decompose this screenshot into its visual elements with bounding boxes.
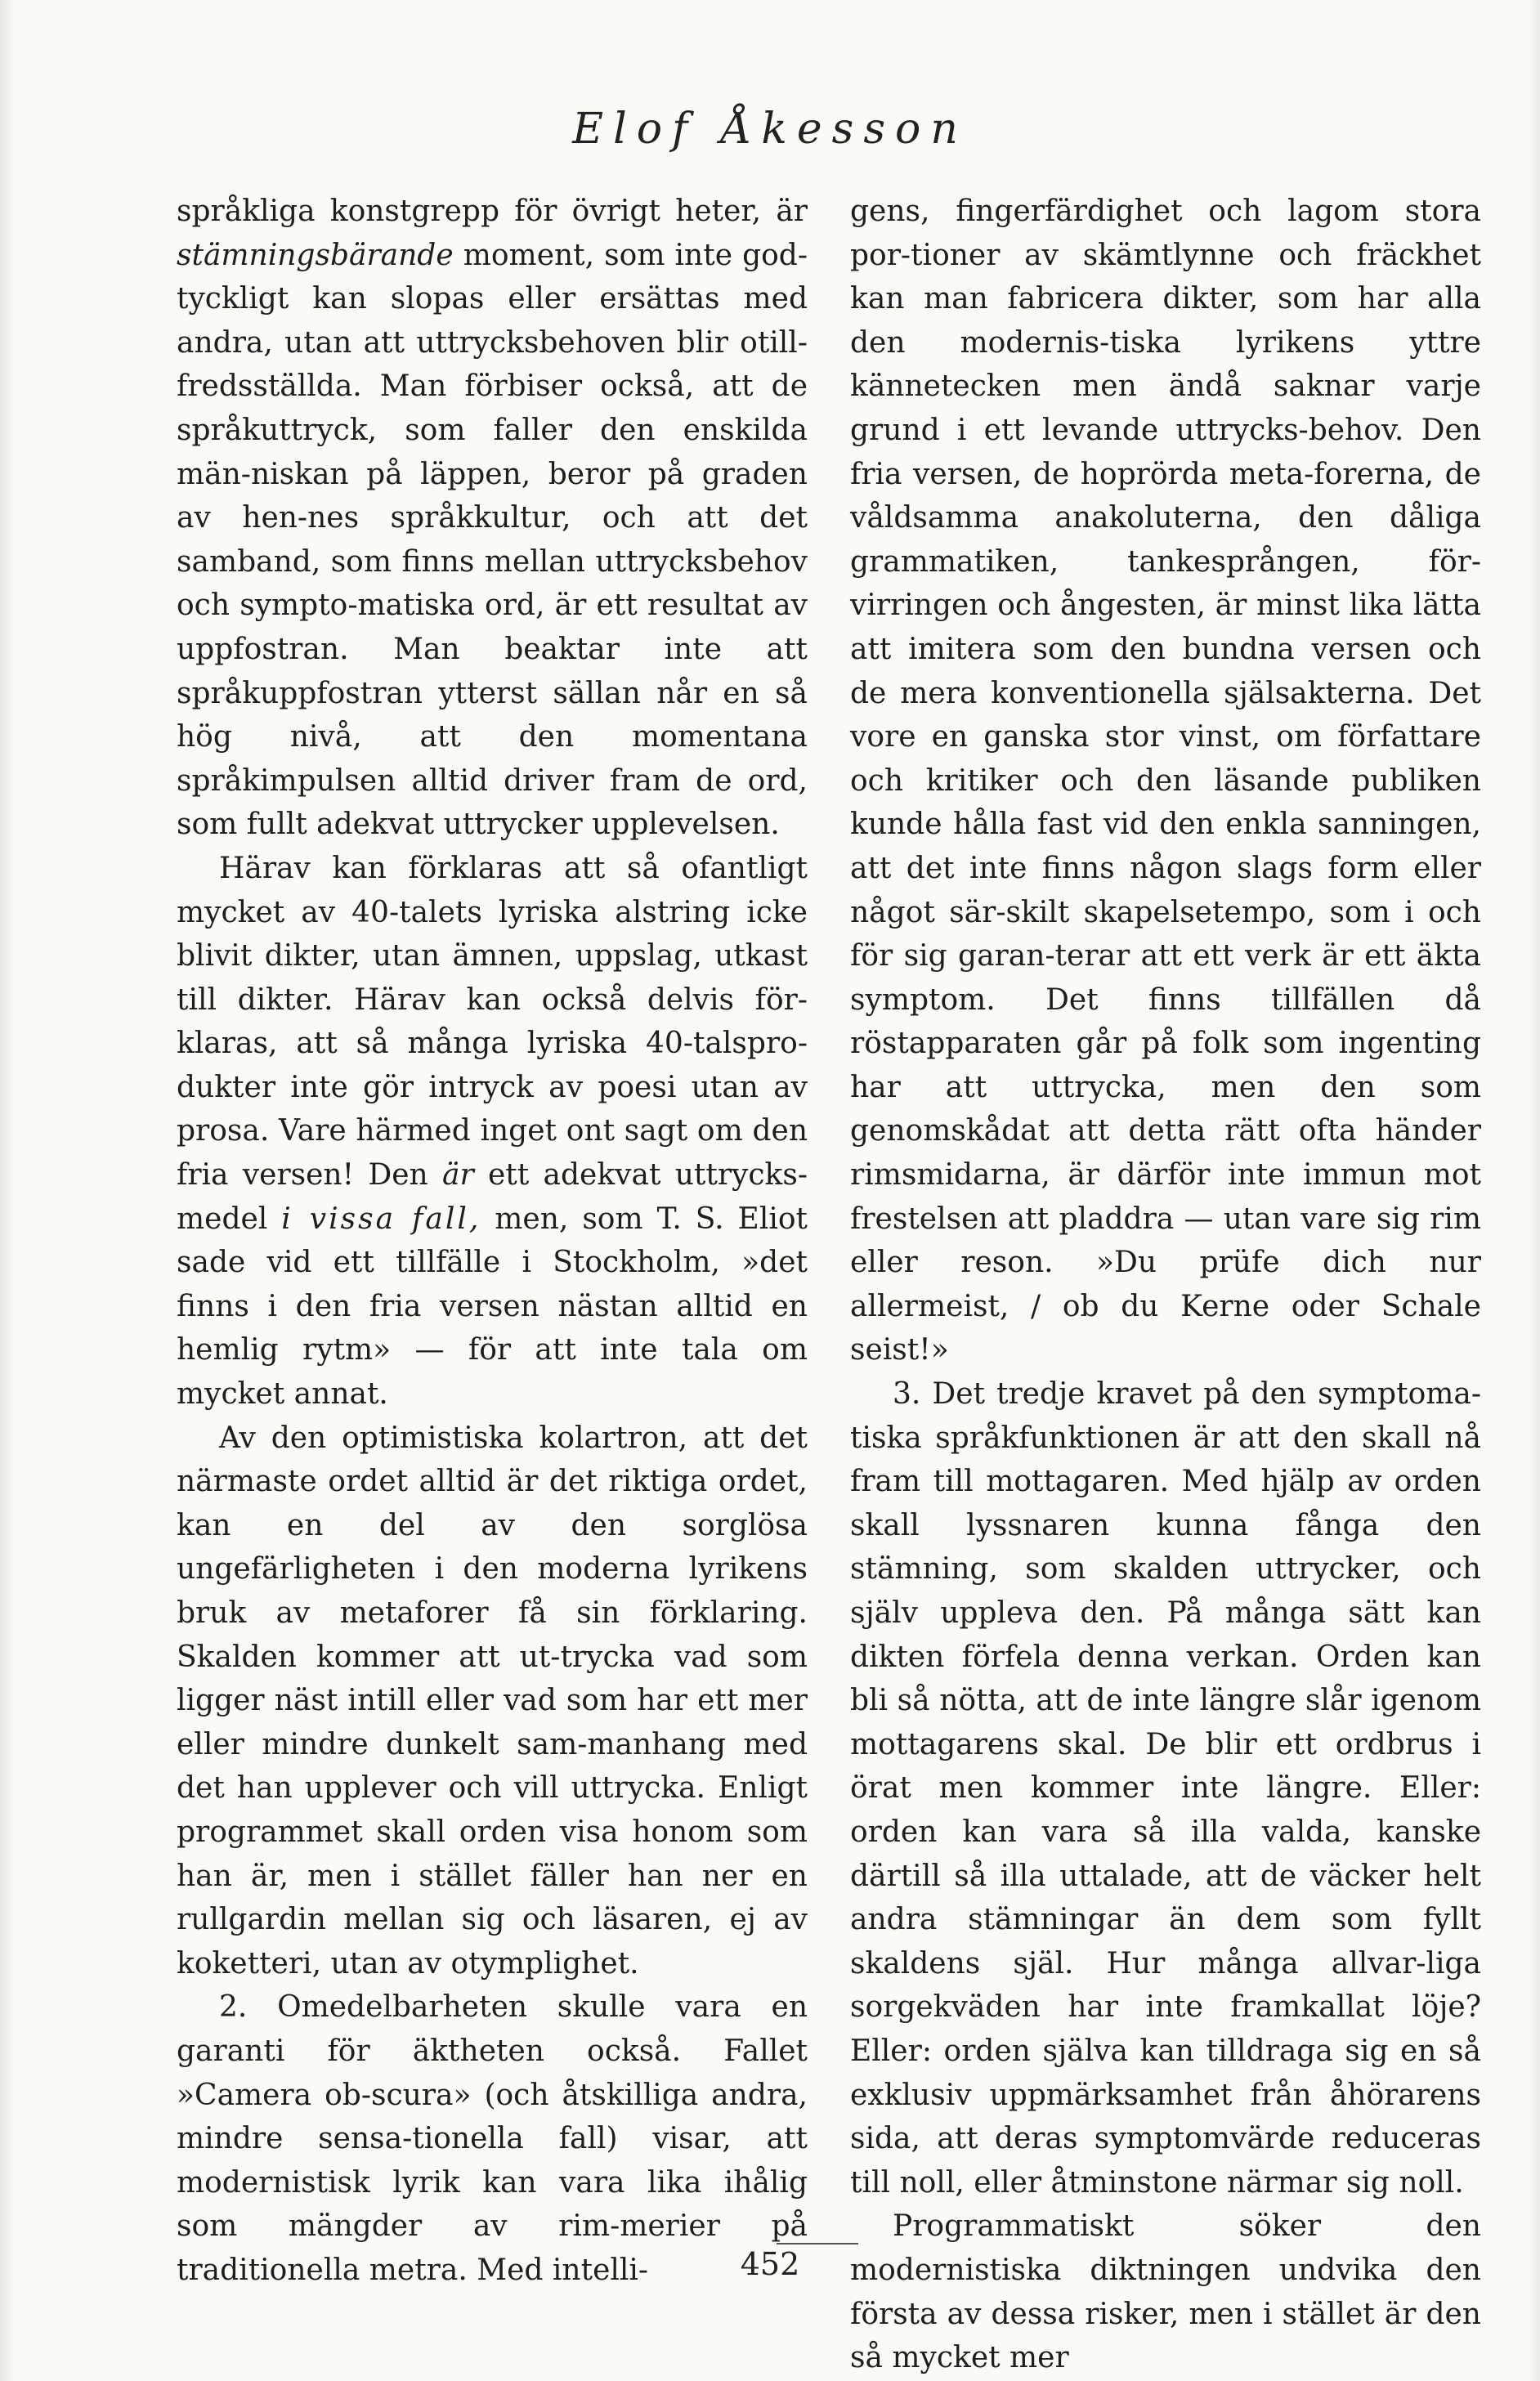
right-paragraph-3: Programmatiskt söker den modernistiska diktningen undvika den första av dessa risker, men i stället är den så mycket mer	[850, 2209, 1481, 2375]
page-number: 452	[740, 2246, 800, 2282]
left-paragraph-4: 2. Omedelbarheten skulle vara en garanti för äktheten också. Fallet »Camera ob-scura» (och åtskilliga andra, mindre sensa-tionella fall) visar, att modernistisk lyrik kan vara lika ihålig som mängder av rim-merier på traditionella metra. Med intelli-	[177, 1990, 808, 2287]
left-p1-text-c: moment, som inte god-tyckligt kan slopas eller ersättas med andra, utan att uttrycksbehoven blir otill-fredsställda. Man förbiser också, att de språkuttryck, som faller den enskilda män-niskan på läppen, beror på graden av hen-nes språkkultur, och att det samband, som finns mellan uttrycksbehov och sympto-matiska ord, är ett resultat av uppfostran. Man beaktar inte att språkuppfostran ytterst sällan når en så hög nivå, att den momentana språkimpulsen alltid driver fram de ord, som fullt adekvat uttrycker upplevelsen.	[177, 238, 808, 842]
left-paragraph-1	[177, 190, 808, 847]
left-p2-text-c: ett adekvat uttrycks-medel	[177, 1158, 808, 1236]
right-paragraph-2: 3. Det tredje kravet på den symptoma-tiska språkfunktionen är att den skall nå fram till mottagaren. Med hjälp av orden skall lyssnaren kunna fånga den stämning, som skalden uttrycker, och själv uppleva den. På många sätt kan dikten förfela denna verkan. Orden kan bli så nötta, att de inte längre slår igenom mottagarens skal. De blir ett ordbrus i örat men kommer inte längre. Eller: orden kan vara så illa valda, kanske därtill så illa uttalade, att de väcker helt andra stämningar än dem som fyllt skaldens själ. Hur många allvar-liga sorgekväden har inte framkallat löje? Eller: orden själva kan tilldraga sig en så exklusiv uppmärksamhet från åhörarens sida, att deras symptomvärde reduceras till noll, eller åtminstone närmar sig noll.	[850, 1377, 1481, 2200]
right-column	[850, 190, 1481, 2380]
left-column	[177, 190, 808, 2293]
left-paragraph-3: Av den optimistiska kolartron, att det närmaste ordet alltid är det riktiga ordet, kan en del av den sorglösa ungefärligheten i den moderna lyrikens bruk av metaforer få sin förklaring. Skalden kommer att ut-trycka vad som ligger näst intill eller vad som har ett mer eller mindre dunkelt sam-manhang med det han upplever och vill uttrycka. Enligt programmet skall orden visa honom som han är, men i stället fäller han ner en rullgardin mellan sig och läsaren, ej av koketteri, utan av otymplighet.	[177, 1421, 808, 1980]
running-head: Elof Åkesson	[572, 105, 968, 154]
left-p2-text-e: men, som T. S. Eliot sade vid ett tillfälle i Stockholm, »det finns i den fria versen nästan alltid en hemlig rytm» — för att inte tala om mycket annat.	[177, 1202, 808, 1412]
folio-rule	[777, 2243, 858, 2244]
scan-edge-left	[0, 0, 15, 2381]
left-p1-italic: stämningsbärande	[177, 238, 454, 272]
right-paragraph-1: gens, fingerfärdighet och lagom stora por-tioner av skämtlynne och fräckhet kan man fabricera dikter, som har alla den modernis-tiska lyrikens yttre kännetecken men ändå saknar varje grund i ett levande uttrycks-behov. Den fria versen, de hoprörda meta-forerna, de våldsamma anakoluterna, den dåliga grammatiken, tankesprången, för-virringen och ångesten, är minst lika lätta att imitera som den bundna versen och de mera konventionella själsakterna. Det vore en ganska stor vinst, om författare och kritiker och den läsande publiken kunde hålla fast vid den enkla sanningen, att det inte finns någon slags form eller något sär-skilt skapelsetempo, som i och för sig garan-terar att ett verk är ett äkta symptom. Det finns tillfällen då röstapparaten går på folk som ingenting har att uttrycka, men den som genomskådat att detta rätt ofta händer rimsmidarna, är därför inte immun mot frestelsen att pladdra — utan vare sig rim eller reson. »Du prüfe dich nur allermeist, / ob du Kerne oder Schale seist!»	[850, 195, 1481, 1367]
left-p1-text-a: språkliga konstgrepp för övrigt heter, är	[177, 195, 808, 228]
scan-edge-right	[1529, 0, 1540, 2381]
left-p2-italic-ar: är	[442, 1158, 474, 1193]
left-p2-text-a: Härav kan förklaras att så ofantligt mycket av 40-talets lyriska alstring icke blivit dikter, utan ämnen, uppslag, utkast till dikter. Härav kan också delvis för-klaras, att så många lyriska 40-talspro-dukter inte gör intryck av poesi utan av prosa. Vare härmed inget ont sagt om den fria versen! Den	[177, 851, 808, 1193]
left-paragraph-2	[177, 847, 808, 1417]
left-p2-italic-vissa-fall: i vissa fall,	[281, 1202, 481, 1236]
